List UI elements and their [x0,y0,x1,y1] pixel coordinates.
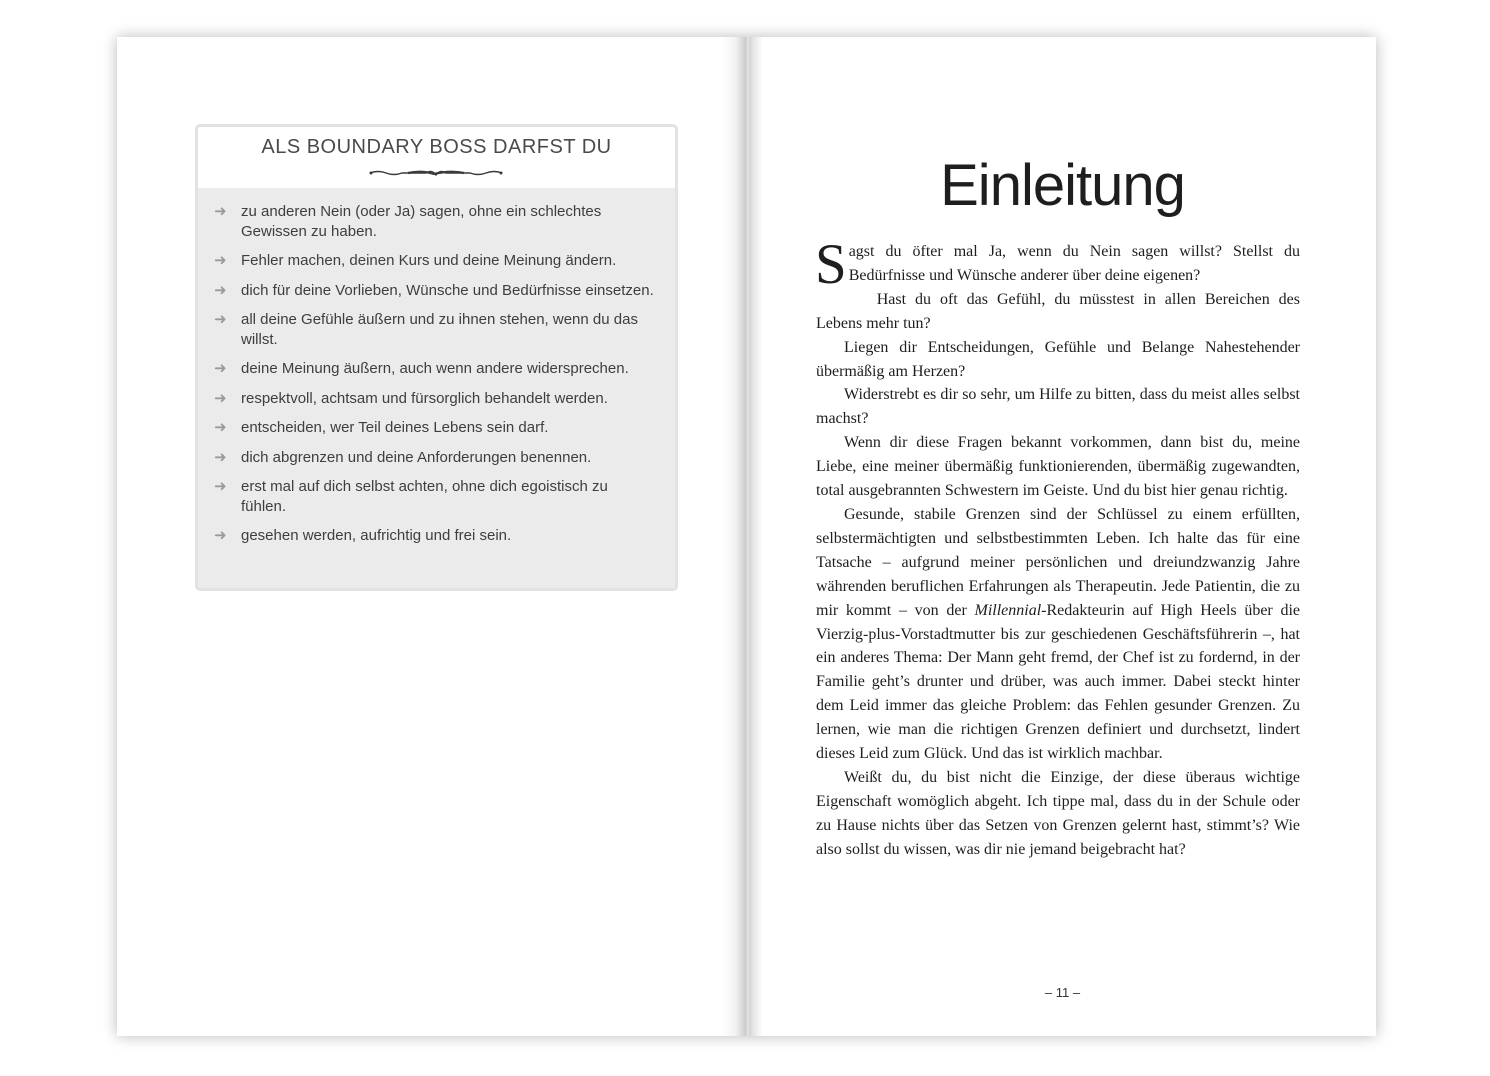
book-spread [117,37,1376,1036]
list-item-text: dich für deine Vorlieben, Wünsche und Bedürfnisse einsetzen. [241,281,654,299]
paragraph: Wenn dir diese Fragen bekannt vorkommen, dann bist du, meine Liebe, eine meiner übermäßig funktionierenden, übermäßig zugewandten, total ausgebrannten Schwestern im Geiste. Und du bist hier genau richtig. [816,434,1300,500]
paragraph: Liegen dir Entscheidungen, Gefühle und Belange Nahestehender übermäßig am Herzen? [816,338,1300,380]
list-item-text: all deine Gefühle äußern und zu ihnen stehen, wenn du das willst. [241,311,638,348]
arrow-right-icon: ➜ [214,389,227,407]
paragraph [815,233,1300,296]
list-item [214,359,654,379]
list-item-text: dich abgrenzen und deine Anforderungen benennen. [241,448,592,466]
italic-term: Millennial [974,601,1042,619]
paragraph-text: agst du öfter mal Ja, wenn du Nein sagen willst? Stellst du Bedürfnisse und Wünsche anderer über deine eigenen? [848,243,1300,284]
list-item-text: entscheiden, wer Teil deines Lebens sein darf. [241,419,549,436]
arrow-right-icon: ➜ [214,448,227,466]
list-item-text: respektvoll, achtsam und fürsorglich behandelt werden. [241,389,608,407]
list-item [214,477,654,516]
list-item [214,281,654,301]
box-header [198,127,675,188]
drop-cap: S [815,233,847,296]
list-item [214,251,654,271]
list-item [214,526,654,546]
left-page [117,37,747,1036]
list-item-text: erst mal auf dich selbst achten, ohne dich egoistisch zu fühlen. [241,478,608,515]
paragraph: Widerstrebt es dir so sehr, um Hilfe zu bitten, dass du meist alles selbst machst? [816,386,1300,428]
arrow-right-icon: ➜ [214,527,227,544]
list-item [214,202,654,241]
list-item-text: zu anderen Nein (oder Ja) sagen, ohne ein schlechtes Gewissen zu haben. [241,203,602,240]
arrow-right-icon: ➜ [214,203,227,220]
arrow-right-icon: ➜ [214,311,227,328]
paragraph: Gesunde, stabile Grenzen sind der Schlüssel zu einem erfüllten, selbstermächtigten und selbstbestimmten Leben. Ich halte das für eine Tatsache – aufgrund meiner persönlichen und dreiundzwanzig Jahre währenden beruflichen Erfahrungen als Therapeutin. Jede Patientin, die zu mir kommt – von der Millennial-Redakteurin auf High Heels über die Vierzig-plus-Vorstadtmutter bis zur geschiedenen Geschäftsführerin –, hat ein anderes Thema: Der Mann geht fremd, der Chef ist zu fordernd, in der Familie geht’s drunter und drüber, was auch immer. Dabei steckt hinter dem Leid immer das gleiche Problem: das Fehlen gesunder Grenzen. Zu lernen, wie man die richtigen Grenzen definiert und durchsetzt, lindert dieses Leid zum Glück. Und das ist wirklich machbar. [816,505,1300,763]
arrow-right-icon: ➜ [214,360,227,377]
boundary-boss-box [195,124,678,591]
list-item [214,418,654,438]
paragraph: Hast du oft das Gefühl, du müsstest in allen Bereichen des Lebens mehr tun? [816,290,1300,332]
box-title: ALS BOUNDARY BOSS DARFST DU [261,136,612,158]
list-item [214,448,654,468]
gutter-shadow-left [721,37,747,1036]
list-item-text: Fehler machen, deinen Kurs und deine Meinung ändern. [241,252,617,269]
arrow-right-icon: ➜ [214,281,227,299]
ornament-flourish-icon [368,167,504,179]
arrow-right-icon: ➜ [214,419,227,436]
list-item [214,310,654,349]
arrow-right-icon: ➜ [214,478,227,495]
paragraph: Weißt du, du bist nicht die Einzige, der diese überaus wichtige Eigenschaft womöglich abgeht. Ich tippe mal, dass du in der Schule oder zu Hause nichts über das Setzen von Grenzen gelernt hast, stimmt’s? Wie also sollst du wissen, was dir nie jemand beigebracht hat? [816,768,1300,858]
chapter-title: Einleitung [940,152,1185,218]
page-number: – 11 – [1044,985,1081,1000]
list-item-text: gesehen werden, aufrichtig und frei sein. [241,527,512,544]
list-item [214,389,654,409]
list-item-text: deine Meinung äußern, auch wenn andere widersprechen. [241,360,629,377]
arrow-right-icon: ➜ [214,252,227,269]
chapter-body [815,233,1300,862]
rights-list [214,202,654,556]
right-page [749,37,1376,1036]
